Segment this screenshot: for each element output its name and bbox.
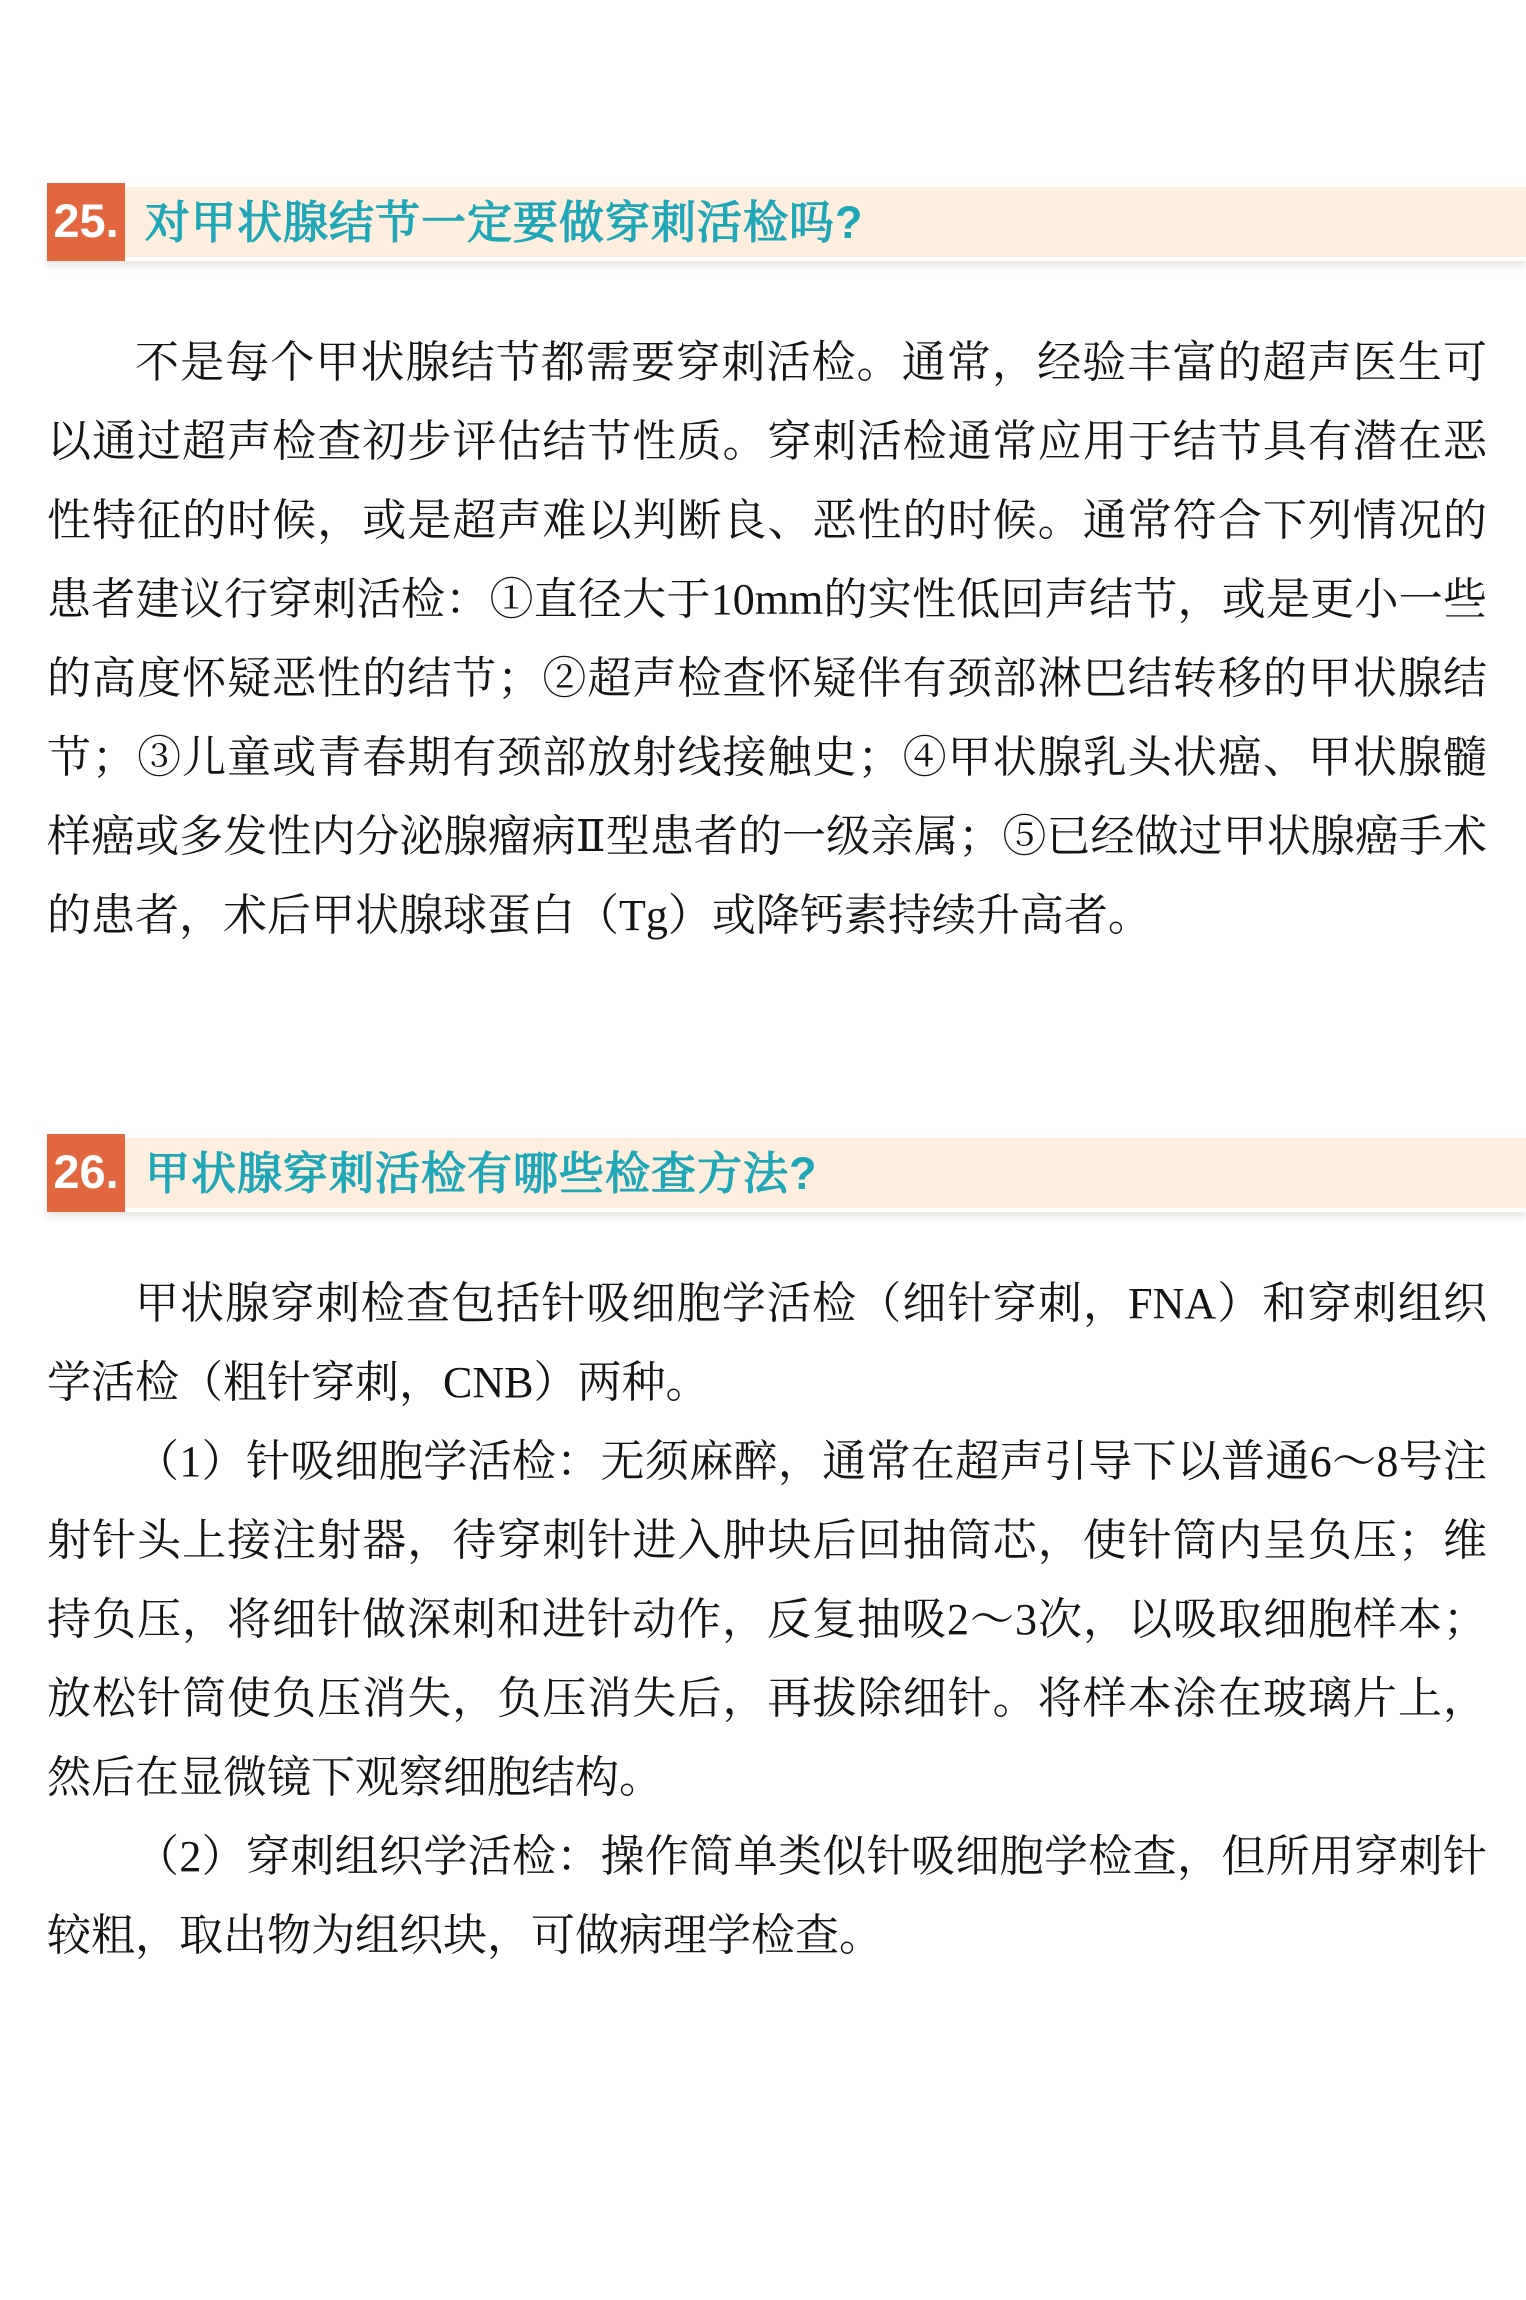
section-25-number-badge: 25.: [47, 183, 125, 261]
section-25: [0, 183, 1526, 955]
section-26-header: [47, 1134, 1526, 1212]
section-25-paragraph-1: 不是每个甲状腺结节都需要穿刺活检。通常，经验丰富的超声医生可以通过超声检查初步评估结节性质。穿刺活检通常应用于结节具有潜在恶性特征的时候，或是超声难以判断良、恶性的时候。通常符合下列情况的患者建议行穿刺活检：①直径大于10mm的实性低回声结节，或是更小一些的高度怀疑恶性的结节；②超声检查怀疑伴有颈部淋巴结转移的甲状腺结节；③儿童或青春期有颈部放射线接触史；④甲状腺乳头状癌、甲状腺髓样癌或多发性内分泌腺瘤病Ⅱ型患者的一级亲属；⑤已经做过甲状腺癌手术的患者，术后甲状腺球蛋白（Tg）或降钙素持续升高者。: [47, 338, 1487, 940]
section-26-body: [47, 1264, 1487, 1975]
section-26-title: 甲状腺穿刺活检有哪些检查方法?: [145, 1147, 818, 1199]
section-26-paragraph-3: （2）穿刺组织学活检：操作简单类似针吸细胞学检查，但所用穿刺针较粗，取出物为组织块，可做病理学检查。: [47, 1832, 1487, 1960]
section-25-header: [47, 183, 1526, 261]
section-26-paragraph-1: 甲状腺穿刺检查包括针吸细胞学活检（细针穿刺，FNA）和穿刺组织学活检（粗针穿刺，CNB）两种。: [47, 1279, 1487, 1407]
section-25-title: 对甲状腺结节一定要做穿刺活检吗?: [145, 196, 864, 248]
section-25-body: [47, 323, 1487, 955]
section-26-title-strip: [125, 1138, 1526, 1208]
section-26-number-badge: 26.: [47, 1134, 125, 1212]
section-26-paragraph-2: （1）针吸细胞学活检：无须麻醉，通常在超声引导下以普通6～8号注射针头上接注射器，待穿刺针进入肿块后回抽筒芯，使针筒内呈负压；维持负压，将细针做深刺和进针动作，反复抽吸2～3次，以吸取细胞样本；放松针筒使负压消失，负压消失后，再拔除细针。将样本涂在玻璃片上，然后在显微镜下观察细胞结构。: [47, 1437, 1487, 1802]
section-26: [0, 1134, 1526, 1975]
section-25-title-strip: [125, 187, 1526, 257]
